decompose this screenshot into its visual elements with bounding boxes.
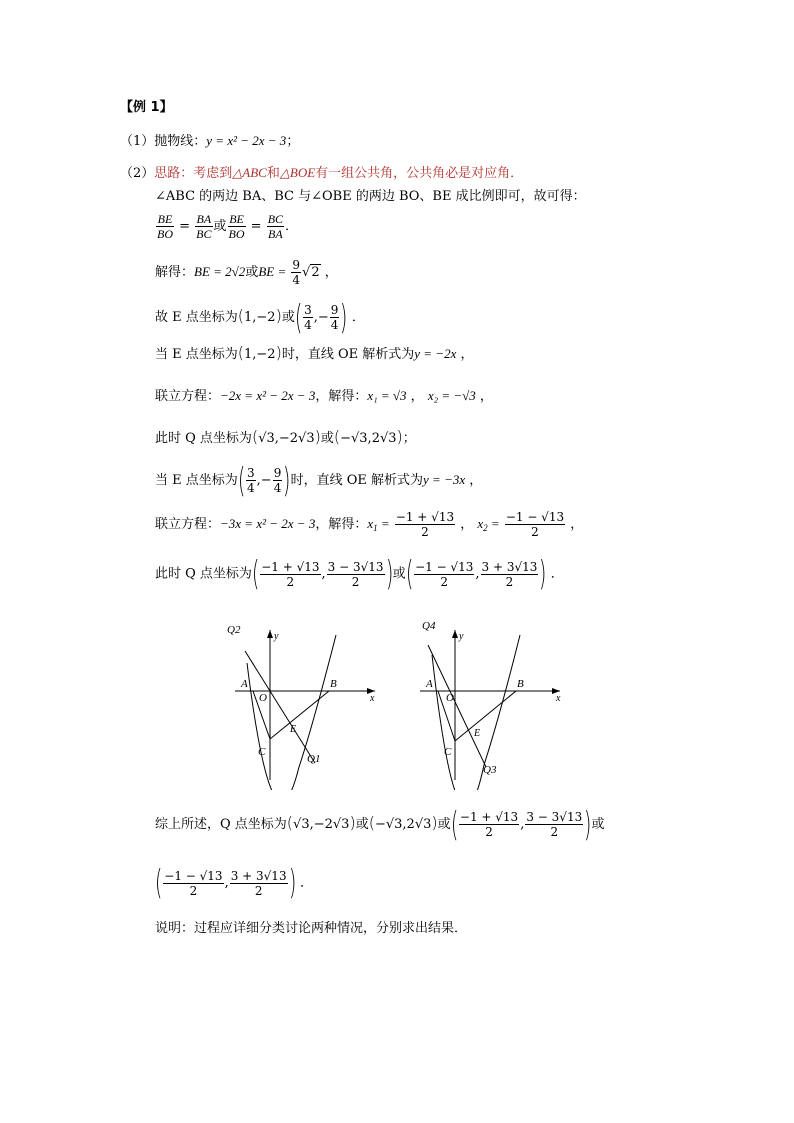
label-e: E — [474, 728, 481, 739]
frac-num: −1 − √13 — [164, 868, 223, 883]
case1-oe: y = −2x — [414, 346, 457, 361]
summary-label: 综上所述，Q 点坐标为 — [155, 817, 287, 832]
joint2-x2-frac — [505, 510, 565, 539]
be-or: 或 — [245, 265, 259, 280]
joint2-sol-label: ，解得： — [315, 517, 368, 532]
frac-num: 9 — [273, 466, 282, 480]
joint2-x1-frac — [395, 510, 455, 539]
label-y: y — [459, 631, 464, 642]
be-value-1: BE = 2√2 — [194, 264, 246, 279]
joint2-eq: −3x = x² − 2x − 3 — [220, 516, 316, 531]
label-e: E — [290, 724, 297, 735]
label-q2: Q2 — [227, 624, 241, 636]
frac-num: 3 + 3√13 — [230, 868, 287, 883]
line-bc — [270, 691, 329, 739]
case2-text-b: 时，直线 OE 解析式为 — [290, 473, 424, 488]
label-q1: Q1 — [307, 753, 321, 765]
sum-q4-b — [230, 869, 288, 898]
ratio-line: $\frac{BE}{BO}$ = $\frac{BA}{BC}$ 或 $\frac{BE}{BO}$ = $\frac{BC}{BA}$ ． — [157, 212, 299, 241]
label-b: B — [517, 678, 524, 690]
part1-formula: y = x² − 2x − 3 — [206, 133, 287, 148]
ratio-frac-1 — [156, 212, 174, 241]
solve-be-line: 解得：BE = 2√2或BE = $\frac{9}{4}$ √2 ， — [155, 258, 338, 287]
e-or: 或 — [281, 310, 295, 325]
case2-oe: y = −3x — [423, 472, 466, 487]
frac-num: −1 + √13 — [395, 510, 455, 524]
case1-text-a: 当 E 点坐标为 — [155, 347, 238, 362]
triangle-abc: △ABC — [232, 165, 267, 180]
idea-and: 和 — [266, 166, 280, 181]
part1-end: ； — [286, 134, 300, 149]
sum-or-2: 或 — [437, 817, 451, 832]
label-c: C — [258, 746, 266, 758]
frac-den: 2 — [485, 825, 493, 839]
label-o: O — [446, 692, 454, 704]
joint-label: 联立方程： — [155, 389, 221, 404]
joint1-sol-label: ，解得： — [315, 389, 368, 404]
frac-num: BE — [157, 212, 173, 226]
be-root: √2 — [302, 265, 320, 280]
ratio-frac-2 — [195, 212, 212, 241]
label-c: C — [444, 746, 452, 758]
sum-or-3: 或 — [591, 817, 605, 832]
ratio-frac-4 — [267, 212, 284, 241]
summary-line-2: ( $\frac{-1 - √13}{2}$ , $\frac{3 + 3√13}{2}$ ) ． — [154, 863, 313, 903]
sum-q3-a — [459, 810, 519, 839]
ratio-end: ． — [285, 219, 299, 234]
frac-den: 2 — [531, 525, 539, 539]
frac-den: 2 — [440, 574, 449, 589]
label-y: y — [274, 631, 279, 642]
joint-label-2: 联立方程： — [155, 517, 221, 532]
line-bc — [455, 691, 516, 741]
frac-den: 4 — [330, 318, 339, 332]
triangle-boe: △BOE — [279, 165, 316, 180]
root-value: 2 — [311, 265, 320, 280]
case1-line: 当 E 点坐标为(1,−2)时，直线 OE 解析式为y = −2x ， — [155, 343, 474, 362]
frac-den: 4 — [273, 481, 282, 495]
joint1-x2: x₂ = −√3 — [427, 388, 476, 403]
sum-q3-b — [525, 810, 583, 839]
case1-text-b: 时，直线 OE 解析式为 — [281, 347, 415, 362]
joint2-line: 联立方程：−3x = x² − 2x − 3，解得：$x_1$ = $\frac{-1 + √13}{2}$ ， $x_2$ = $\frac{-1 - √13}{2}$ ， — [155, 510, 584, 539]
figure-1 — [215, 615, 390, 790]
label-o: O — [259, 692, 267, 704]
q-case1-line: 此时 Q 点坐标为(√3,−2√3)或(−√3,2√3)； — [155, 427, 416, 446]
line-oe — [245, 651, 315, 763]
angle-line: ∠ABC 的两边 BA、BC 与∠OBE 的两边 BO、BE 成比例即可，故可得： — [155, 189, 586, 204]
frac-num: 3 + 3√13 — [481, 559, 538, 574]
frac-den: 2 — [550, 825, 559, 839]
point-e-text: 故 E 点坐标为 — [155, 310, 238, 325]
frac-num: BE — [229, 212, 244, 226]
label-q3: Q3 — [483, 764, 497, 776]
label-q4: Q4 — [422, 620, 436, 632]
q-text-1: 此时 Q 点坐标为 — [155, 431, 252, 446]
sum-q1: √3,−2√3 — [293, 817, 350, 832]
frac-den: 2 — [286, 574, 295, 589]
case2-frac-2 — [273, 466, 283, 495]
frac-den: 4 — [247, 481, 255, 495]
label-a: A — [241, 678, 248, 690]
frac-num: −1 − √13 — [505, 510, 565, 524]
note-line: 说明：过程应详细分类讨论两种情况，分别求出结果． — [155, 921, 468, 936]
idea-text — [154, 166, 523, 181]
solve-label: 解得： — [155, 265, 195, 280]
frac-den: BO — [228, 227, 245, 241]
point-e-line: 故 E 点坐标为(1,−2)或( $\frac{3}{4}$ ,− $\frac{9}{4}$ ) ． — [155, 297, 365, 338]
label-x: x — [556, 693, 561, 704]
frac-num: 3 — [247, 466, 255, 480]
idea-prefix: 思路：考虑到 — [154, 166, 233, 181]
figure-2 — [408, 615, 583, 790]
q4-frac-a — [414, 560, 474, 589]
frac-den: 4 — [304, 318, 312, 332]
q-text-2: 此时 Q 点坐标为 — [155, 566, 252, 582]
be-frac — [291, 258, 301, 287]
case1-e: 1,−2 — [244, 347, 276, 362]
joint1-x1: x₁ = √3 — [367, 388, 407, 403]
q1-coord: √3,−2√3 — [258, 431, 315, 446]
part2-idea-line — [120, 163, 523, 184]
frac-num: 9 — [330, 303, 339, 317]
e2-frac-2 — [330, 303, 340, 332]
ratio-or: 或 — [213, 219, 227, 234]
frac-den: 2 — [421, 525, 429, 539]
sum-or-1: 或 — [355, 817, 369, 832]
case2-text-a: 当 E 点坐标为 — [155, 473, 238, 488]
frac-den: BC — [196, 227, 212, 241]
be-value-2-prefix: BE = — [258, 264, 287, 279]
frac-num: 3 — [304, 303, 312, 317]
q-or-1: 或 — [320, 431, 334, 446]
label-a: A — [426, 678, 433, 690]
sum-q2: −√3,2√3 — [374, 817, 432, 832]
frac-den: 2 — [189, 883, 198, 898]
sum-q4-a — [163, 869, 223, 898]
q3-frac-a — [260, 560, 320, 589]
y-arrow — [452, 630, 458, 638]
e-coord-1: 1,−2 — [244, 310, 276, 325]
q-case2-line: 此时 Q 点坐标为( $\frac{-1 + √13}{2}$ , $\frac{3 - 3√13}{2}$ )或( $\frac{-1 - √13}{2}$ , $\frac{3 + 3√13}{2}$ ) ． — [155, 554, 564, 594]
frac-den: BO — [157, 227, 173, 241]
joint1-eq: −2x = x² − 2x − 3 — [220, 388, 316, 403]
case2-frac-1 — [246, 466, 256, 495]
frac-num: −1 + √13 — [261, 559, 320, 574]
q2-coord: −√3,2√3 — [340, 431, 397, 446]
frac-den: 2 — [505, 574, 514, 589]
part1-label: （1）抛物线： — [120, 134, 207, 149]
frac-num: 3 − 3√13 — [526, 810, 583, 824]
label-x: x — [370, 693, 375, 704]
frac-num: −1 + √13 — [459, 810, 519, 824]
part1-line — [120, 131, 299, 152]
frac-den: 4 — [292, 273, 301, 287]
y-arrow — [267, 630, 273, 638]
case2-line: 当 E 点坐标为( $\frac{3}{4}$ ,− $\frac{9}{4}$ )时，直线 OE 解析式为y = −3x ， — [155, 460, 483, 501]
q-or-2: 或 — [392, 566, 406, 582]
joint1-line: 联立方程：−2x = x² − 2x − 3，解得：x₁ = √3 ， x₂ = −√3 ， — [155, 388, 493, 404]
frac-den: BA — [268, 227, 283, 241]
example-title: 【例 1】 — [120, 100, 173, 115]
part2-label: （2） — [120, 166, 155, 181]
frac-num: 9 — [292, 258, 301, 272]
summary-line: 综上所述，Q 点坐标为(√3,−2√3)或(−√3,2√3)或( $\frac{-1 + √13}{2}$ , $\frac{3 - 3√13}{2}$ )或 — [155, 804, 605, 845]
e2-frac-1 — [303, 303, 313, 332]
frac-den: 2 — [351, 574, 360, 589]
frac-num: −1 − √13 — [415, 559, 474, 574]
ratio-frac-3 — [228, 212, 246, 241]
q4-frac-b — [481, 560, 539, 589]
q3-frac-b — [327, 560, 385, 589]
label-b: B — [330, 678, 337, 690]
line-oe — [428, 645, 486, 767]
frac-num: BA — [196, 212, 212, 226]
frac-num: BC — [267, 212, 284, 226]
frac-num: 3 − 3√13 — [327, 559, 384, 574]
idea-suffix: 有一组公共角，公共角必是对应角． — [315, 166, 524, 181]
frac-den: 2 — [254, 883, 263, 898]
